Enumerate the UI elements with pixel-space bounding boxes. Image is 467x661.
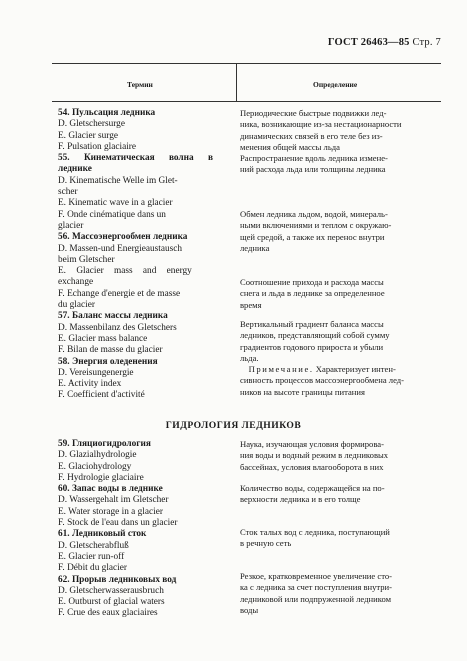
term-62-de: D. Gletscherwasserausbruch — [58, 585, 164, 596]
definition-line: ника, возникающие из-за нестационарности — [240, 119, 402, 130]
definition-line: льда. — [240, 352, 259, 363]
note-58 — [240, 364, 433, 375]
definition-line: воды — [240, 604, 259, 615]
term-58-fr: F. Coefficient d'activité — [58, 390, 145, 401]
definition-line: в речную сеть — [240, 538, 292, 549]
definition-line: верхности ледника и в его толще — [240, 494, 361, 505]
definition-line: менения общей массы льда — [240, 141, 340, 152]
column-header-definition: Определение — [313, 80, 358, 89]
term-56: 56. Массоэнергообмен ледника — [58, 232, 188, 243]
term-61-de: D. Gletscherabfluß — [58, 540, 129, 551]
term-61-en: E. Glacier run-off — [58, 551, 125, 562]
definition-55 — [240, 153, 433, 176]
term-62-en: E. Outburst of glacial waters — [58, 597, 165, 608]
definition-line: Резкое, кратковременное увеличение сто- — [240, 571, 392, 581]
term-61-fr: F. Débit du glacier — [58, 563, 127, 574]
term-62-fr: F. Crue des eaux glaciaires — [58, 608, 158, 619]
table-top-rule — [52, 63, 441, 64]
term-55: 55. Кинематическая волна в — [58, 153, 214, 164]
definition-line: ний расхода льда или толщины ледника — [240, 164, 386, 175]
definition-line: ледниковой или подпруженной ледником — [240, 593, 392, 604]
term-62: 62. Прорыв ледниковых вод — [58, 574, 177, 585]
term-56-fr: F. Echange d'energie et de masse — [58, 288, 181, 299]
term-57-en: E. Glacier mass balance — [58, 333, 148, 344]
term-58: 58. Энергия оледенения — [58, 356, 158, 367]
term-56-de-cont: beim Gletscher — [58, 254, 115, 265]
definition-line: щей средой, а также их перенос внутри — [240, 231, 385, 242]
term-56-de: D. Massen-und Energieaustausch — [58, 243, 183, 254]
definition-line: ников на высоте границы питания — [240, 386, 365, 397]
definition-line: Количество воды, содержащейся на по- — [240, 483, 385, 493]
definition-line: ледников, представляющий собой сумму — [240, 330, 390, 341]
column-divider — [236, 63, 237, 101]
term-60-en: E. Water storage in a glacier — [58, 506, 163, 517]
term-55-fr: F. Onde cinématique dans un — [58, 209, 166, 220]
term-54-en: E. Glacier surge — [58, 130, 118, 141]
definition-line: Вертикальный градиент баланса массы — [240, 319, 384, 329]
term-56-fr-cont: du glacier — [58, 300, 95, 311]
term-57: 57. Баланс массы ледника — [58, 311, 168, 322]
definition-line: бассейнах, условия влагооборота в них — [240, 461, 384, 472]
definition-line: снега и льда в леднике за определенное — [240, 288, 385, 299]
term-56-en: E. Glacier mass and energy — [58, 266, 192, 277]
definition-line: ными включениями и теплом с окружаю- — [240, 220, 392, 231]
term-59-de: D. Glazialhydrologie — [58, 450, 137, 461]
term-59-en: E. Glaciohydrology — [58, 461, 132, 472]
term-55-cont: леднике — [58, 164, 92, 175]
term-55-fr-cont: glacier — [58, 220, 84, 231]
term-54: 54. Пульсация ледника — [58, 108, 156, 118]
table-header-rule — [52, 101, 441, 102]
term-58-de: D. Vereisungenergie — [58, 367, 134, 378]
definition-57 — [240, 277, 433, 311]
definition-61 — [240, 527, 433, 550]
definition-line: динамических связей в его теле без из- — [240, 130, 383, 141]
definition-line: градиентов годового прироста и убыли — [240, 341, 384, 352]
term-61: 61. Ледниковый сток — [58, 529, 147, 540]
definition-59 — [240, 439, 433, 473]
section-title: ГИДРОЛОГИЯ ЛЕДНИКОВ — [165, 420, 302, 431]
term-57-de: D. Massenbilanz des Gletschers — [58, 322, 177, 333]
definition-line: Соотношение прихода и расхода массы — [240, 277, 384, 287]
note-text: Характеризует интен- — [315, 364, 396, 375]
term-56-en-cont: exchange — [58, 277, 94, 288]
term-59: 59. Гляциогидрология — [58, 439, 151, 449]
definition-line: Периодические быстрые подвижки лед- — [240, 108, 387, 118]
definition-56 — [240, 209, 433, 254]
term-55-de-cont: scher — [58, 187, 78, 198]
note-label: Примечание. — [248, 364, 314, 375]
definition-line: Сток талых вод с ледника, поступающий — [240, 527, 390, 537]
term-58-en: E. Activity index — [58, 379, 122, 390]
page-number: Стр. 7 — [412, 37, 441, 48]
term-55-de: D. Kinematische Welle im Glet- — [58, 175, 178, 186]
term-60-fr: F. Stock de l'eau dans un glacier — [58, 518, 178, 529]
definition-line: ка с ледника за счет поступления внутри- — [240, 582, 393, 593]
definition-line: ния воды и водный режим в ледниковых — [240, 450, 389, 461]
term-60-de: D. Wassergehalt im Gletscher — [58, 495, 169, 506]
term-57-fr: F. Bilan de masse du glacier — [58, 345, 163, 356]
definition-62 — [240, 571, 433, 616]
definition-line: время — [240, 299, 262, 310]
term-55-en: E. Kinematic wave in a glacier — [58, 198, 173, 209]
definition-line: сивность процессов массоэнергообмена лед- — [240, 375, 405, 386]
term-60: 60. Запас воды в леднике — [58, 484, 163, 495]
terms-block-1 — [58, 108, 233, 402]
terms-block-2 — [58, 439, 233, 620]
page-header — [328, 37, 441, 48]
definition-54 — [240, 108, 433, 153]
definition-line: ледника — [240, 242, 270, 253]
term-54-de: D. Gletschersurge — [58, 119, 125, 130]
definition-line: Обмен ледника льдом, водой, минераль- — [240, 209, 388, 219]
definition-58 — [240, 319, 433, 398]
term-54-fr: F. Pulsation glaciaire — [58, 141, 137, 152]
standard-number: ГОСТ 26463—85 — [327, 37, 410, 48]
term-59-fr: F. Hydrologie glaciaire — [58, 472, 144, 483]
column-header-terms: Термин — [127, 80, 153, 89]
definition-line: Распространение вдоль ледника измене- — [240, 153, 388, 163]
definition-line: Наука, изучающая условия формирова- — [240, 439, 384, 449]
definition-60 — [240, 483, 433, 506]
